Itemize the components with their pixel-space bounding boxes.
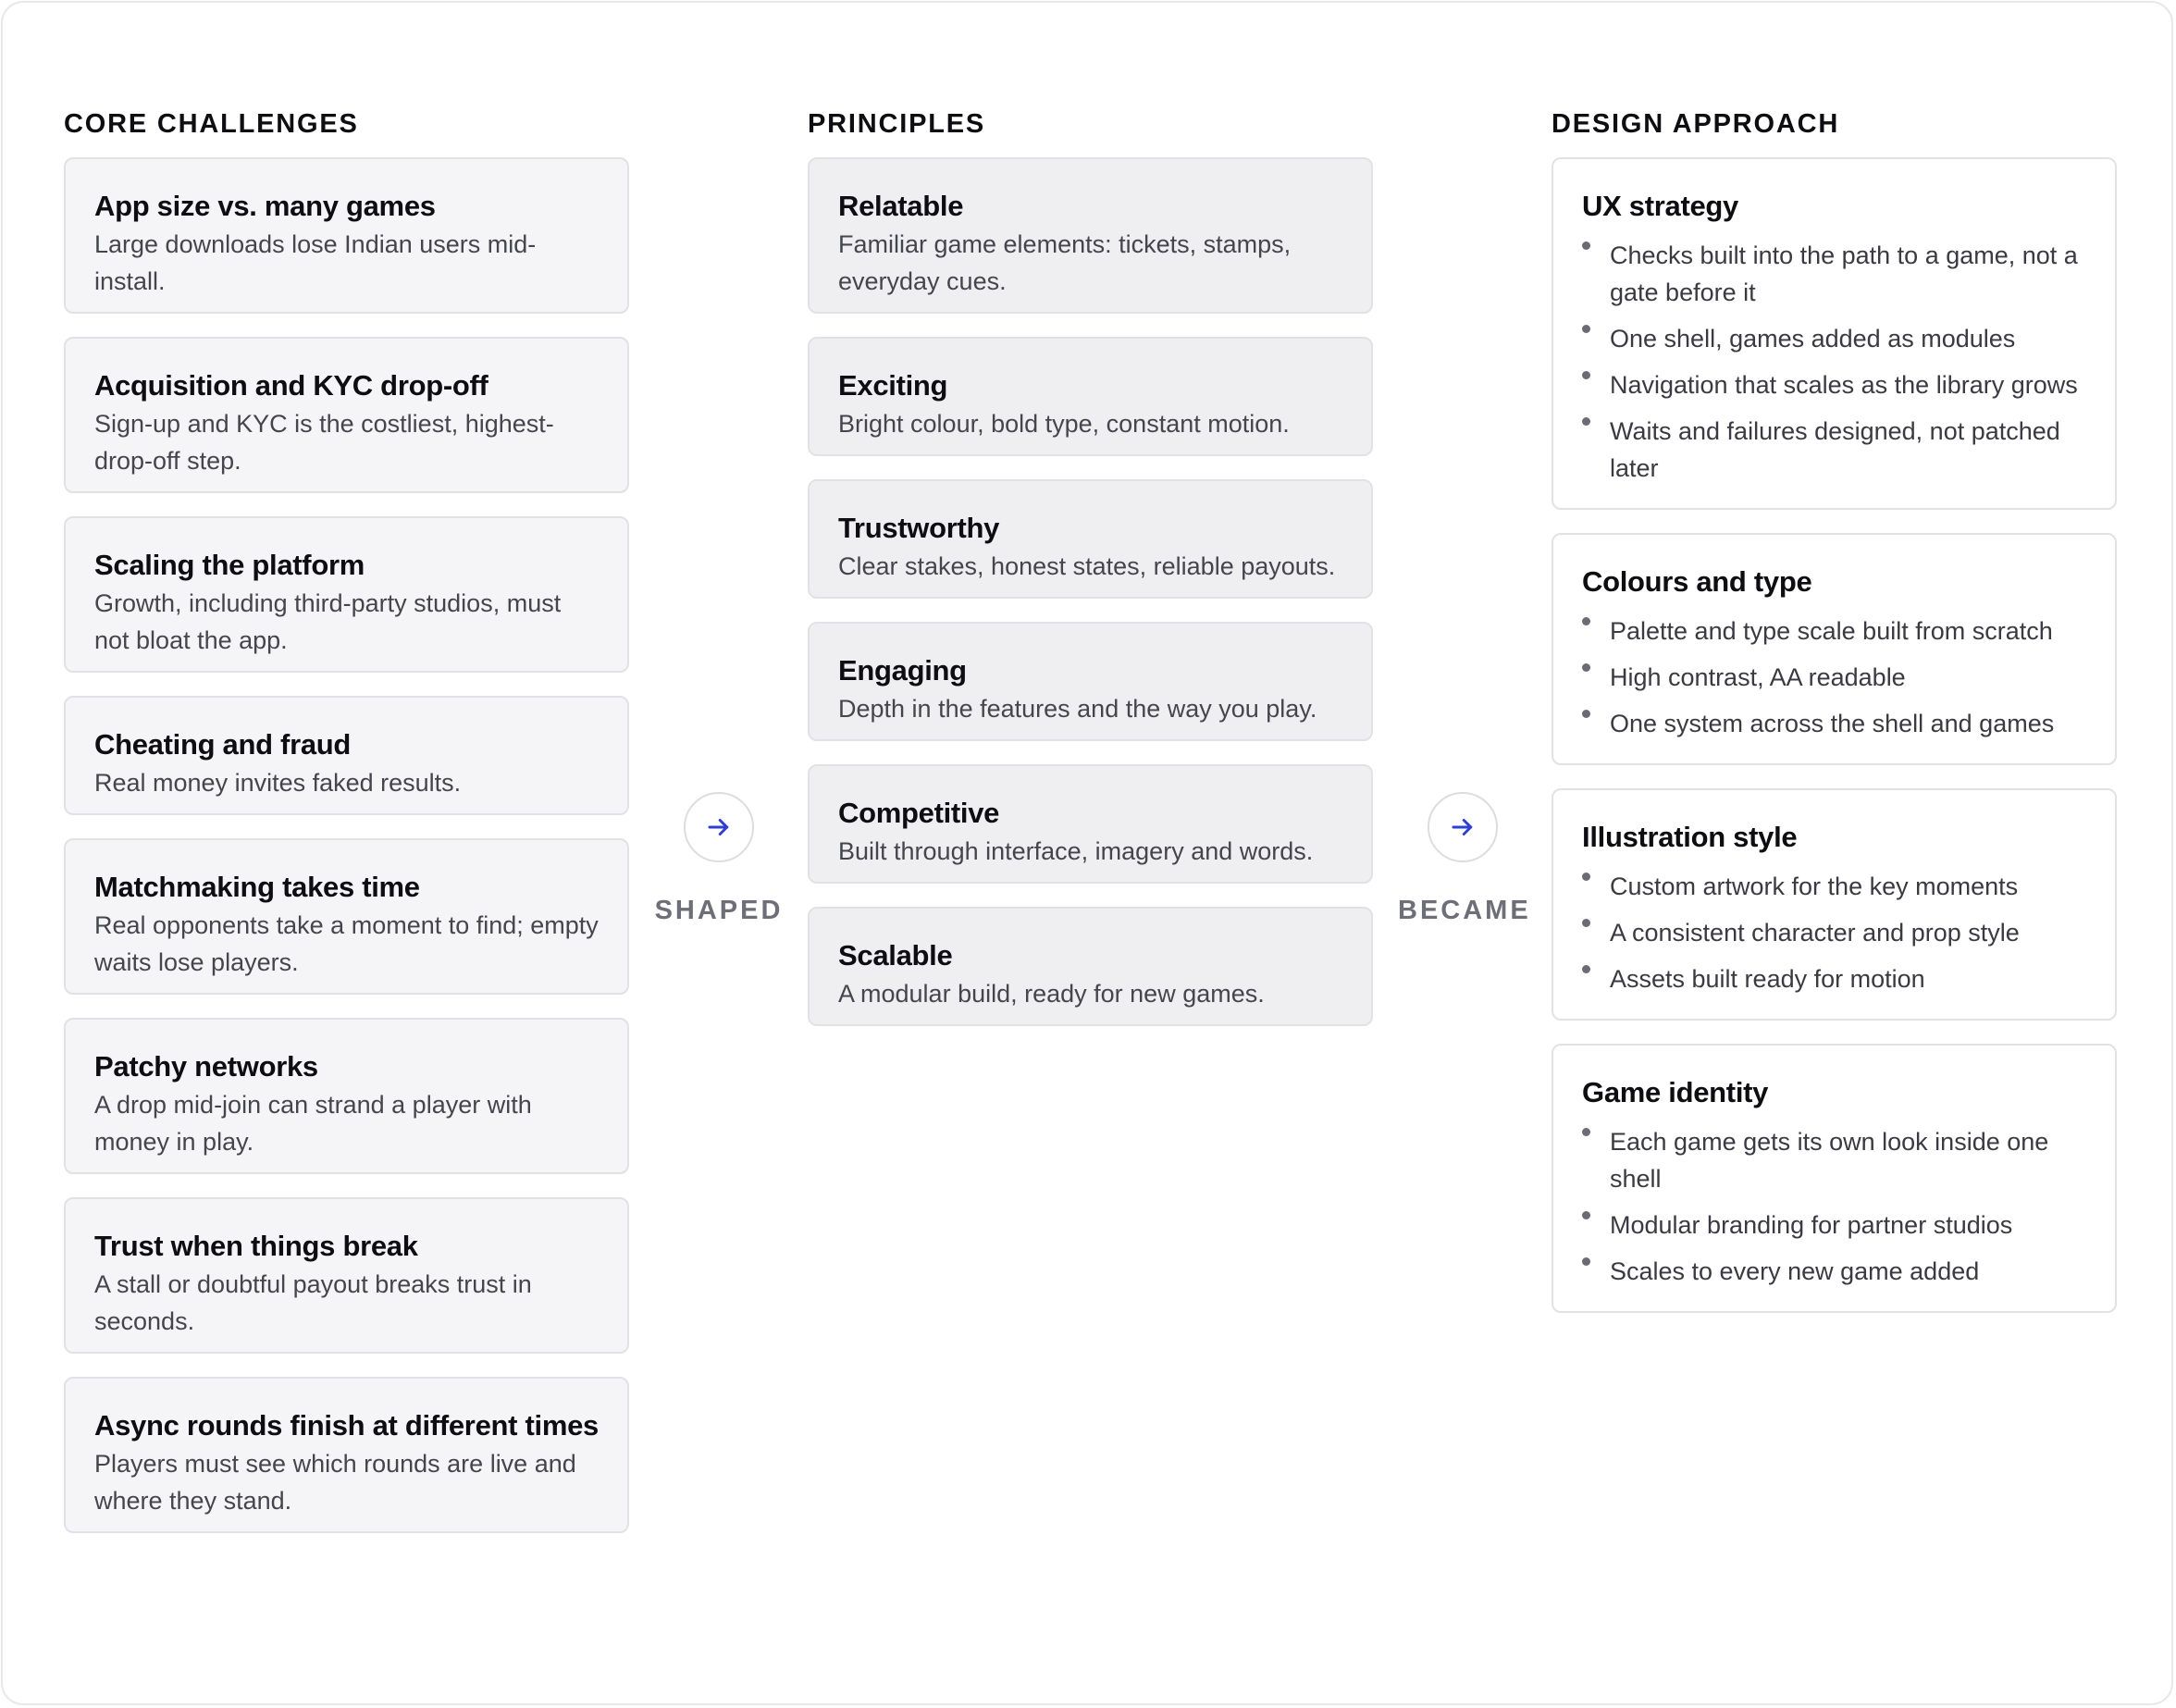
card-title: Cheating and fraud (94, 728, 352, 761)
shaped-connector (654, 792, 784, 925)
principle-card (808, 337, 1373, 456)
principle-card (808, 479, 1373, 599)
bullet-item: Checks built into the path to a game, not a gate before it (1582, 237, 2087, 311)
core-challenges-column (64, 107, 629, 1556)
column-heading: PRINCIPLES (808, 109, 986, 139)
challenge-card (64, 1197, 629, 1354)
card-title: UX strategy (1582, 190, 1738, 222)
bullet-item: Assets built ready for motion (1582, 960, 2087, 997)
column-heading: DESIGN APPROACH (1552, 109, 1840, 139)
arrow-right-icon (684, 792, 754, 862)
card-description: Players must see which rounds are live and where they stand. (94, 1450, 576, 1515)
card-description: Real money invites faked results. (94, 769, 462, 797)
bullet-item: Modular branding for partner studios (1582, 1207, 2087, 1244)
card-title: Game identity (1582, 1076, 1769, 1108)
design-approach-column (1552, 107, 2117, 1336)
connector-label: BECAME (1398, 896, 1531, 925)
card-description: Real opponents take a moment to find; empty waits lose players. (94, 911, 599, 976)
bullet-item: One system across the shell and games (1582, 705, 2087, 742)
card-title: Matchmaking takes time (94, 871, 420, 903)
column-heading: CORE CHALLENGES (64, 109, 359, 139)
connector-label: SHAPED (654, 896, 784, 925)
challenge-card (64, 838, 629, 995)
card-title: Async rounds finish at different times (94, 1409, 599, 1442)
card-description: A modular build, ready for new games. (838, 980, 1265, 1008)
card-description: A stall or doubtful payout breaks trust in seconds. (94, 1270, 532, 1335)
card-description: Sign-up and KYC is the costliest, highest-drop-off step. (94, 410, 554, 475)
design-card (1552, 788, 2117, 1021)
challenge-card (64, 696, 629, 815)
principle-card (808, 764, 1373, 884)
card-title: Trustworthy (838, 512, 1000, 544)
principle-card (808, 157, 1373, 314)
challenge-card (64, 1018, 629, 1174)
bullet-item: Navigation that scales as the library grows (1582, 366, 2087, 403)
card-description: Familiar game elements: tickets, stamps, everyday cues. (838, 230, 1292, 295)
challenge-card (64, 157, 629, 314)
card-title: Exciting (838, 369, 948, 402)
bullet-item: High contrast, AA readable (1582, 659, 2087, 696)
bullet-item: Each game gets its own look inside one shell (1582, 1123, 2087, 1197)
diagram-frame (1, 1, 2173, 1705)
card-description: Growth, including third-party studios, must not bloat the app. (94, 589, 562, 654)
design-card (1552, 1044, 2117, 1313)
bullet-list (1582, 237, 2087, 487)
design-card (1552, 533, 2117, 765)
card-description: Depth in the features and the way you play. (838, 695, 1317, 723)
bullet-list (1582, 613, 2087, 742)
card-title: Scaling the platform (94, 549, 365, 581)
card-title: Relatable (838, 190, 964, 222)
card-description: Built through interface, imagery and words. (838, 837, 1314, 865)
became-connector (1398, 792, 1531, 925)
bullet-item: A consistent character and prop style (1582, 914, 2087, 951)
challenge-card (64, 516, 629, 673)
bullet-item: Palette and type scale built from scratch (1582, 613, 2087, 650)
design-card (1552, 157, 2117, 510)
bullet-list (1582, 868, 2087, 997)
card-description: Clear stakes, honest states, reliable payouts. (838, 552, 1336, 580)
bullet-item: Scales to every new game added (1582, 1253, 2087, 1290)
principle-card (808, 622, 1373, 741)
card-title: Patchy networks (94, 1050, 318, 1083)
challenge-card (64, 1377, 629, 1533)
bullet-item: One shell, games added as modules (1582, 320, 2087, 357)
card-description: Bright colour, bold type, constant motion. (838, 410, 1290, 438)
card-title: Scalable (838, 939, 953, 972)
card-title: Competitive (838, 797, 1000, 829)
card-title: Colours and type (1582, 565, 1812, 598)
card-title: Trust when things break (94, 1230, 418, 1262)
card-description: A drop mid-join can strand a player with money in play. (94, 1091, 532, 1156)
bullet-item: Waits and failures designed, not patched later (1582, 413, 2087, 487)
bullet-item: Custom artwork for the key moments (1582, 868, 2087, 905)
principle-card (808, 907, 1373, 1026)
card-title: App size vs. many games (94, 190, 436, 222)
bullet-list (1582, 1123, 2087, 1290)
arrow-right-icon (1428, 792, 1498, 862)
challenge-card (64, 337, 629, 493)
card-title: Acquisition and KYC drop-off (94, 369, 488, 402)
principles-column (808, 107, 1373, 1049)
card-title: Engaging (838, 654, 967, 687)
card-title: Illustration style (1582, 821, 1798, 853)
card-description: Large downloads lose Indian users mid-install. (94, 230, 537, 295)
